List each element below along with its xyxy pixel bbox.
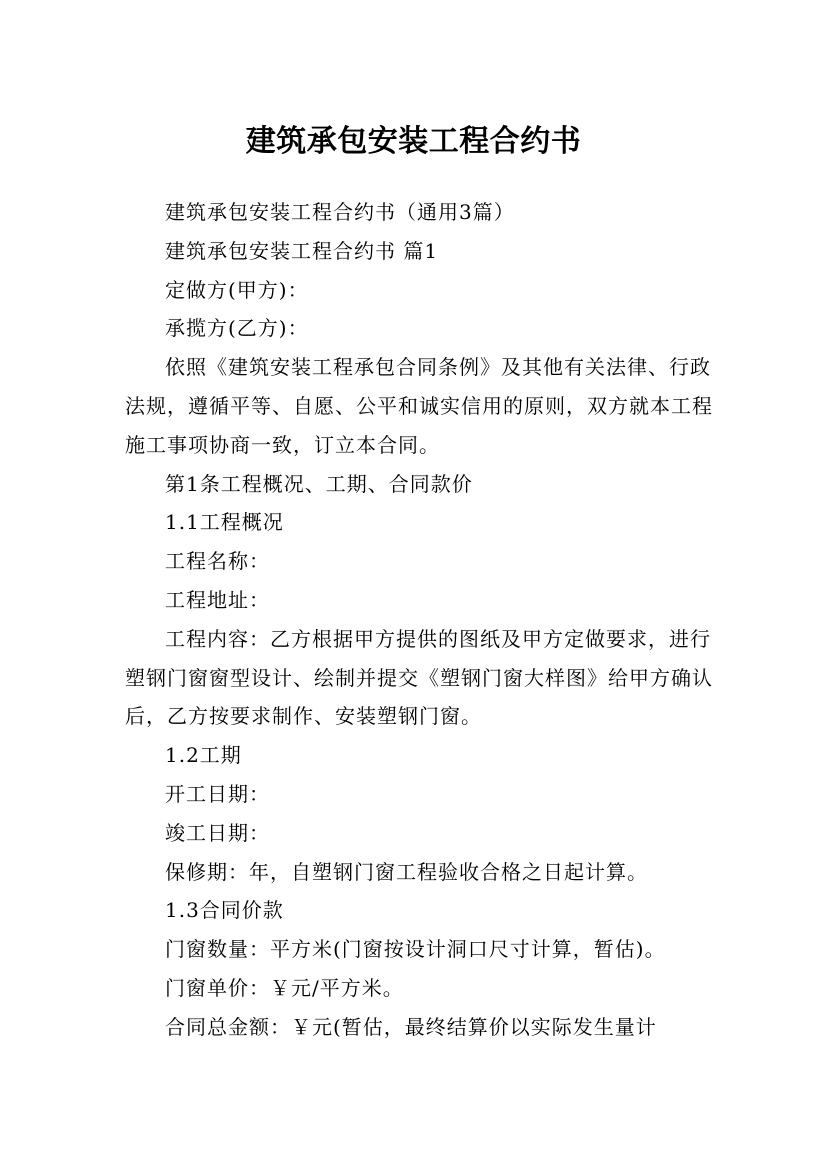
paragraph: 工程地址： <box>165 587 270 612</box>
paragraph: 1.1工程概况 <box>165 510 284 535</box>
paragraph: 1.3合同价款 <box>165 898 284 923</box>
paragraph: 竣工日期： <box>165 820 270 845</box>
paragraph: 1.2工期 <box>165 743 242 768</box>
paragraph: 开工日期： <box>165 781 270 806</box>
paragraph: 门窗数量：平方米(门窗按设计洞口尺寸计算，暂估)。 <box>165 937 666 962</box>
paragraph: 建筑承包安装工程合约书 篇1 <box>165 238 439 263</box>
paragraph: 工程内容：乙方根据甲方提供的图纸及甲方定做要求，进行塑钢门窗窗型设计、绘制并提交《塑钢门窗大样图》给甲方确认后，乙方按要求制作、安装塑钢门窗。 <box>125 626 713 729</box>
document-body <box>125 193 725 1047</box>
paragraph: 承揽方(乙方)： <box>165 316 309 341</box>
paragraph: 定做方(甲方)： <box>165 277 309 302</box>
paragraph: 依照《建筑安装工程承包合同条例》及其他有关法律、行政法规，遵循平等、自愿、公平和诚实信用的原则，双方就本工程施工事项协商一致，订立本合同。 <box>125 355 713 457</box>
paragraph: 门窗单价：￥元/平方米。 <box>165 975 404 1000</box>
paragraph: 第1条工程概况、工期、合同款价 <box>165 471 473 496</box>
paragraph: 保修期：年，自塑钢门窗工程验收合格之日起计算。 <box>165 859 648 884</box>
paragraph: 建筑承包安装工程合约书（通用3篇） <box>165 200 515 224</box>
document-title: 建筑承包安装工程合约书 <box>245 124 582 160</box>
paragraph: 合同总金额：￥元(暂估，最终结算价以实际发生量计 <box>165 1014 657 1039</box>
paragraph: 工程名称： <box>165 549 270 574</box>
